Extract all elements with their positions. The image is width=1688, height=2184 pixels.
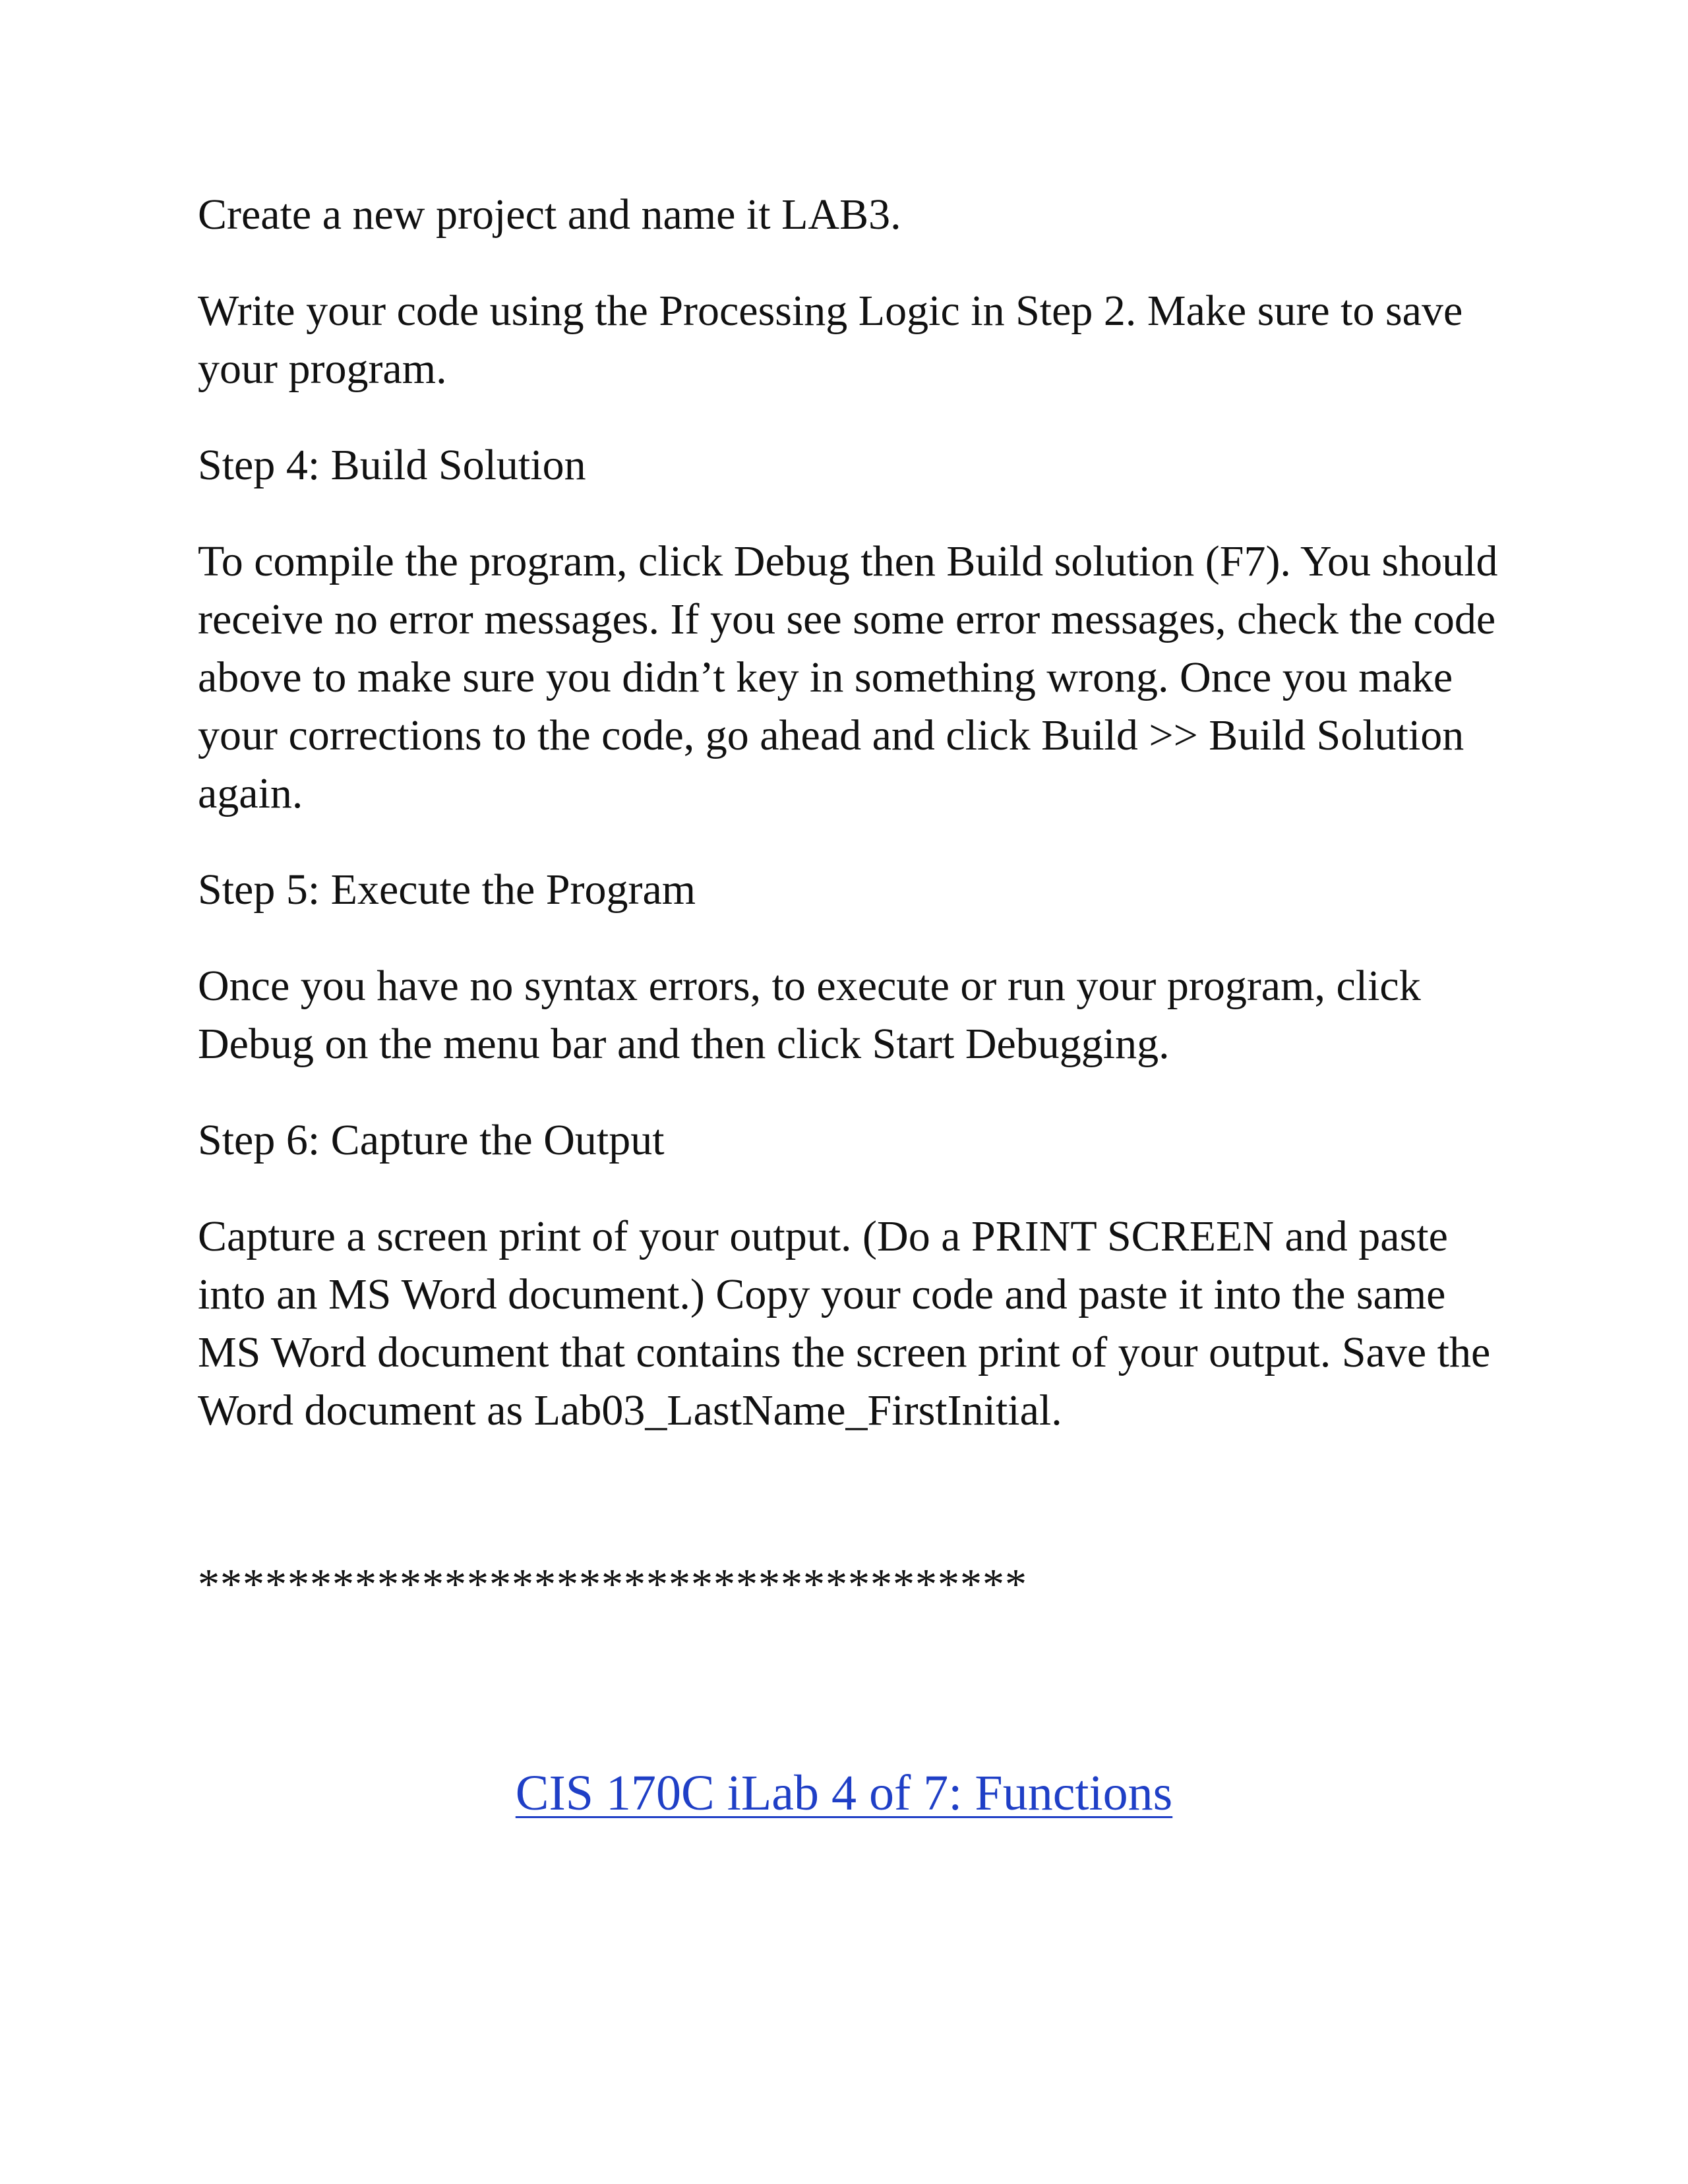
paragraph-capture-output: Capture a screen print of your output. (Do a PRINT SCREEN and paste into an MS Word document.) Copy your code and paste it into the same MS Word document that contains the screen print of your output. Save the Word document as Lab03_LastName_FirstInitial. [198,1212,1501,1434]
paragraph-execute: Once you have no syntax errors, to execute or run your program, click Debug on the menu bar and then click Start Debugging. [198,962,1432,1068]
asterisk-separator: ************************************* [198,1560,1027,1608]
heading-step-6: Step 6: Capture the Output [198,1116,665,1164]
document-body [198,186,1509,1478]
link-container [0,1761,1688,1825]
paragraph-compile: To compile the program, click Debug then Build solution (F7). You should receive no error messages. If you see some error messages, check the code above to make sure you didn’t key in something wrong. Once you make your corrections to the code, go ahead and click Build >> Build Solution again. [198,537,1509,817]
paragraph-create-project: Create a new project and name it LAB3. [198,191,901,239]
paragraph-write-code: Write your code using the Processing Logic in Step 2. Make sure to save your program. [198,287,1474,393]
next-lab-link[interactable]: CIS 170C iLab 4 of 7: Functions [515,1765,1173,1821]
heading-step-4: Step 4: Build Solution [198,441,586,489]
heading-step-5: Step 5: Execute the Program [198,866,696,914]
